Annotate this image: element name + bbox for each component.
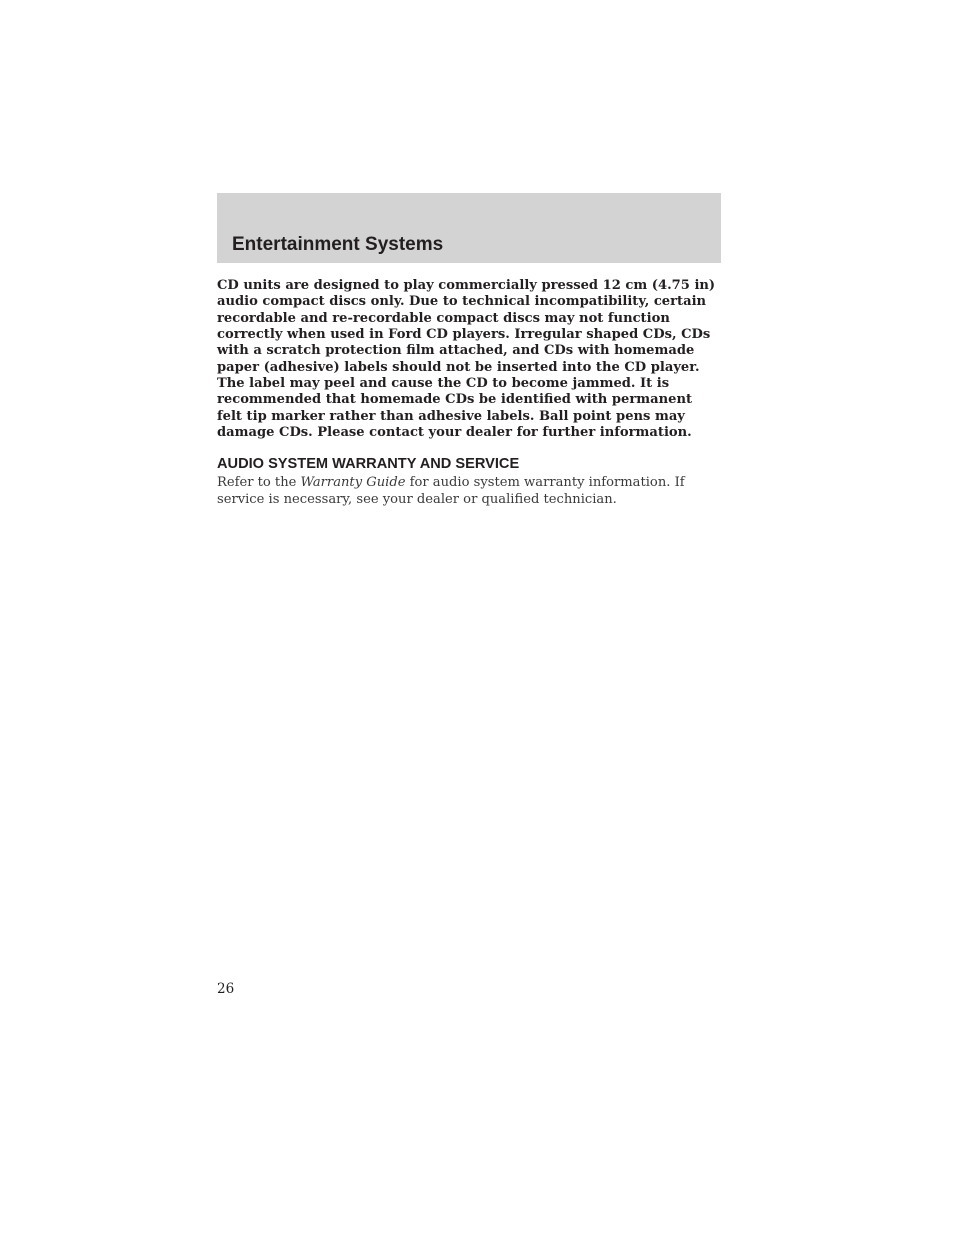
page-content bbox=[217, 278, 721, 508]
warranty-heading: AUDIO SYSTEM WARRANTY AND SERVICE bbox=[217, 456, 520, 473]
warranty-text-before: Refer to the bbox=[217, 475, 301, 491]
warranty-guide-title: Warranty Guide bbox=[300, 475, 406, 491]
cd-warning-paragraph: CD units are designed to play commercially pressed 12 cm (4.75 in) audio compact discs only. Due to technical incompatibility, certain recordable and re-recordable compact discs may not function correctly when used in Ford CD players. Irregular shaped CDs, CDs with a scratch protection film attached, and CDs with homemade paper (adhesive) labels should not be inserted into the CD player. The label may peel and cause the CD to become jammed. It is recommended that homemade CDs be identified with permanent felt tip marker rather than adhesive labels. Ball point pens may damage CDs. Please contact your dealer for further information. bbox=[217, 278, 716, 441]
section-title: Entertainment Systems bbox=[232, 234, 444, 255]
warranty-text-after: for audio system warranty information. If service is necessary, see your dealer or qualified technician. bbox=[217, 475, 685, 507]
warranty-paragraph bbox=[217, 475, 721, 508]
page-number: 26 bbox=[217, 981, 235, 997]
section-header-band bbox=[217, 193, 721, 263]
